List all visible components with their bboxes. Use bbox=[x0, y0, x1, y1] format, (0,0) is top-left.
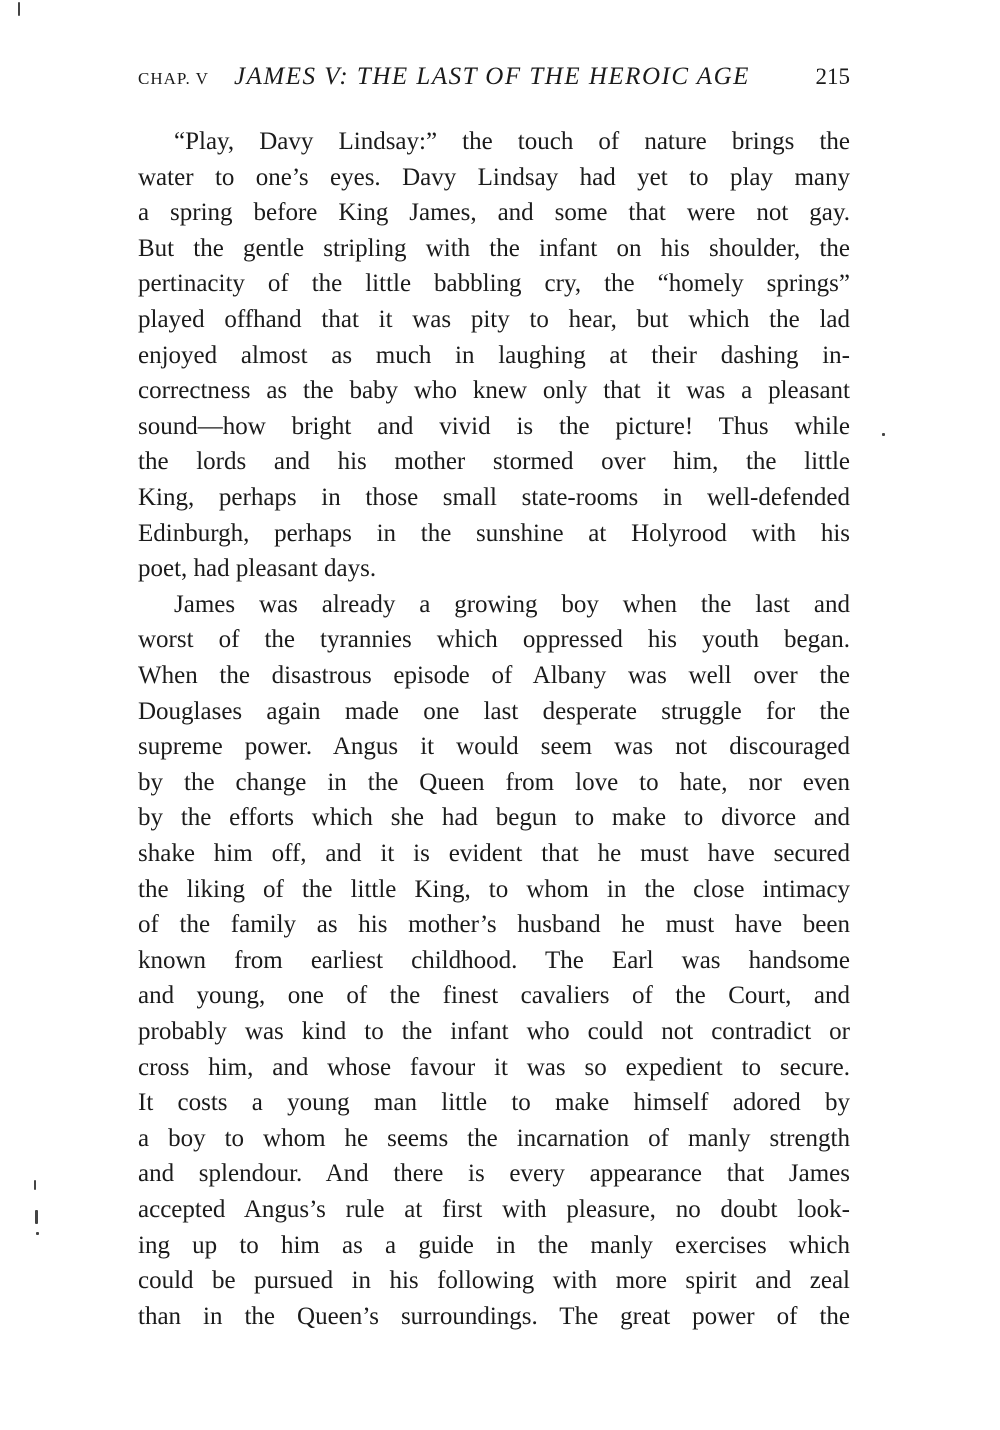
text-line bbox=[138, 1263, 850, 1299]
scan-speck bbox=[35, 1210, 38, 1224]
text-line bbox=[138, 978, 850, 1014]
text-line bbox=[138, 1050, 850, 1086]
text-line bbox=[138, 516, 850, 552]
text-line-content: Edinburgh, perhaps in the sunshine at Holyrood with his bbox=[138, 519, 850, 547]
text-line bbox=[138, 409, 850, 445]
text-line bbox=[138, 872, 850, 908]
text-line bbox=[138, 302, 850, 338]
text-line bbox=[138, 1192, 850, 1228]
scan-speck bbox=[882, 433, 885, 436]
text-line-content: could be pursued in his following with more spirit and zeal bbox=[138, 1267, 850, 1295]
text-line bbox=[138, 587, 850, 623]
text-line bbox=[138, 729, 850, 765]
text-line-content: shake him off, and it is evident that he must have secured bbox=[138, 840, 850, 867]
text-line-content: a boy to whom he seems the incarnation of manly strength bbox=[138, 1124, 850, 1152]
text-line-content: James was already a growing boy when the last and bbox=[174, 590, 850, 618]
text-line bbox=[138, 1085, 850, 1121]
text-line bbox=[138, 694, 850, 730]
text-line-content: King, perhaps in those small state-rooms in well-defended bbox=[138, 484, 850, 511]
text-line-content: “Play, Davy Lindsay:” the touch of nature brings the bbox=[174, 128, 850, 155]
text-line bbox=[138, 658, 850, 694]
running-title: JAMES V: THE LAST OF THE HEROIC AGE bbox=[234, 63, 750, 90]
page-number: 215 bbox=[815, 64, 850, 89]
text-line-content: worst of the tyrannies which oppressed his youth began. bbox=[138, 626, 850, 654]
text-line bbox=[138, 338, 850, 374]
text-line bbox=[138, 1014, 850, 1050]
text-line bbox=[138, 1228, 850, 1264]
text-line-content: supreme power. Angus it would seem was not discouraged bbox=[138, 733, 850, 761]
text-line-content: But the gentle stripling with the infant on his shoulder, the bbox=[138, 234, 850, 262]
scan-speck bbox=[34, 1180, 36, 1190]
text-line bbox=[138, 836, 850, 872]
text-line-content: poet, had pleasant days. bbox=[138, 555, 377, 583]
scan-speck bbox=[36, 1232, 39, 1235]
chapter-label: CHAP. V bbox=[138, 69, 209, 88]
text-line-content: water to one’s eyes. Davy Lindsay had yet to play many bbox=[138, 163, 850, 191]
text-line-content: of the family as his mother’s husband he must have been bbox=[138, 911, 850, 939]
text-line bbox=[138, 907, 850, 943]
text-line-content: probably was kind to the infant who could not contradict or bbox=[138, 1018, 850, 1045]
text-line bbox=[138, 444, 850, 480]
text-line bbox=[138, 231, 850, 267]
text-line-content: by the change in the Queen from love to hate, nor even bbox=[138, 768, 850, 796]
text-line bbox=[138, 195, 850, 231]
text-line-content: played offhand that it was pity to hear, but which the lad bbox=[138, 306, 850, 333]
text-line-content: accepted Angus’s rule at first with pleasure, no doubt look- bbox=[138, 1196, 850, 1223]
text-line-content: and splendour. And there is every appearance that James bbox=[138, 1160, 850, 1188]
text-line-content: sound—how bright and vivid is the picture! Thus while bbox=[138, 412, 850, 440]
text-line-content: by the efforts which she had begun to make to divorce and bbox=[138, 804, 850, 832]
text-line-content: ing up to him as a guide in the manly exercises which bbox=[138, 1231, 850, 1259]
text-line bbox=[138, 1299, 850, 1335]
text-line bbox=[138, 124, 850, 160]
text-line-content: It costs a young man little to make himself adored by bbox=[138, 1089, 850, 1117]
text-line-content: Douglases again made one last desperate struggle for the bbox=[138, 697, 850, 725]
text-line bbox=[138, 551, 850, 587]
text-line bbox=[138, 266, 850, 302]
text-line-content: When the disastrous episode of Albany was well over the bbox=[138, 662, 850, 689]
scan-speck bbox=[18, 2, 20, 16]
text-line-content: the liking of the little King, to whom in the close intimacy bbox=[138, 875, 850, 903]
text-line bbox=[138, 160, 850, 196]
text-line-content: the lords and his mother stormed over him, the little bbox=[138, 448, 850, 476]
text-line bbox=[138, 622, 850, 658]
text-line bbox=[138, 765, 850, 801]
text-line bbox=[138, 800, 850, 836]
text-line bbox=[138, 1156, 850, 1192]
text-line-content: pertinacity of the little babbling cry, the “homely springs” bbox=[138, 270, 850, 298]
text-line-content: enjoyed almost as much in laughing at their dashing in- bbox=[138, 341, 850, 369]
running-header bbox=[138, 60, 850, 94]
text-line bbox=[138, 943, 850, 979]
text-line-content: cross him, and whose favour it was so expedient to secure. bbox=[138, 1053, 850, 1081]
text-line-content: a spring before King James, and some that were not gay. bbox=[138, 199, 850, 227]
text-line bbox=[138, 480, 850, 516]
text-line bbox=[138, 1121, 850, 1157]
text-line-content: known from earliest childhood. The Earl was handsome bbox=[138, 946, 850, 974]
text-line-content: correctness as the baby who knew only that it was a pleasant bbox=[138, 377, 850, 405]
text-line-content: and young, one of the finest cavaliers of the Court, and bbox=[138, 982, 850, 1010]
text-line bbox=[138, 373, 850, 409]
text-line-content: than in the Queen’s surroundings. The great power of the bbox=[138, 1302, 850, 1330]
